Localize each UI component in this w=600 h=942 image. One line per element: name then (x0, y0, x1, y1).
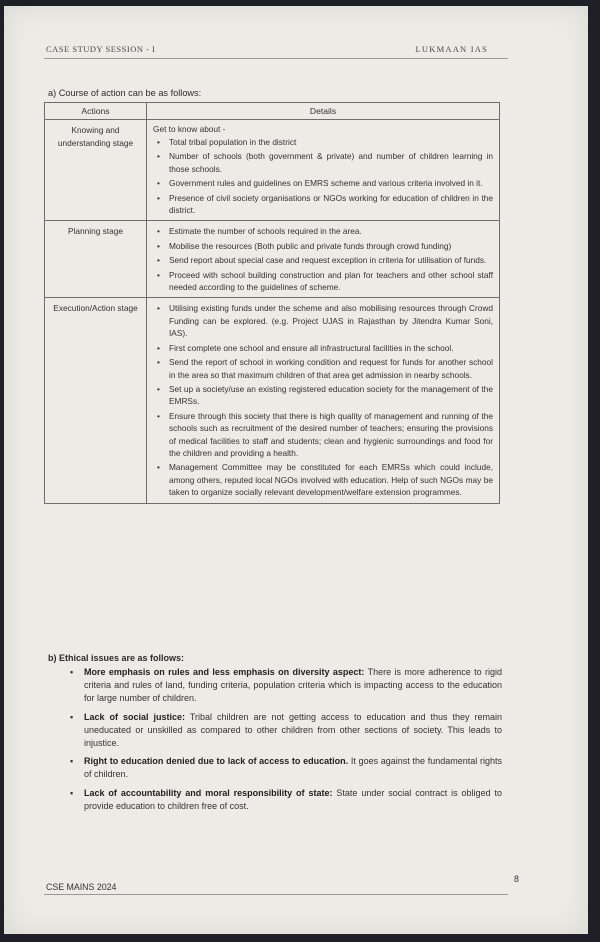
details-cell (147, 120, 500, 221)
page-number: 8 (514, 874, 519, 884)
action-cell: Planning stage (45, 221, 147, 298)
list-item: • Proceed with school building construction and plan for teachers and other school staff needed according to the guidelines of scheme. (169, 269, 493, 294)
list-item (84, 755, 502, 781)
list-item: • First complete one school and ensure all infrastructural facilities in the school. (169, 342, 493, 354)
list-item: • Estimate the number of schools required in the area. (169, 225, 493, 237)
list-item: • Ensure through this society that there is high quality of management and running of the schools such as recruitment of the desired number of teachers; ensuring the provisions of medical facilities to staff and students; clean and hygienic surroundings and food for the children and providing a health. (169, 410, 493, 460)
issue-text: There is more adherence to rigid criteria and rules of land, funding criteria, population criteria which is impacting access to the education for large number of children. (84, 667, 502, 704)
list-item: • Send report about special case and request exception in criteria for utilisation of funds. (169, 254, 493, 266)
table-row (45, 298, 500, 503)
issue-heading: Lack of social justice: (84, 711, 185, 722)
header-brand: LUKMAAN IAS (415, 44, 488, 54)
list-item: • Government rules and guidelines on EMRS scheme and various criteria involved in it. (169, 177, 493, 189)
details-intro: Get to know about - (153, 124, 226, 134)
details-list (153, 225, 493, 293)
list-item: • Total tribal population in the district (169, 136, 493, 148)
details-cell (147, 298, 500, 503)
table-header-row (45, 103, 500, 120)
header-divider (44, 58, 508, 59)
issue-text: State under social contract is obliged to provide education to children free of cost. (84, 787, 502, 811)
table-row (45, 221, 500, 298)
footer-divider (44, 894, 508, 895)
list-item: • Number of schools (both government & private) and number of children learning in those schools. (169, 150, 493, 175)
list-item: • Management Committee may be constituted for each EMRSs which could include, among others, reputed local NGOs involved with education. Help of such NGOs may be taken to organize socially relevant development/welfare extension programmes. (169, 461, 493, 498)
course-of-action-table (44, 102, 500, 504)
action-cell: Execution/Action stage (45, 298, 147, 503)
issue-text: Tribal children are not getting access to education and thus they remain uneducated or unskilled as compared to other children from other sections of society. This leads to injustice. (84, 711, 502, 749)
table-row (45, 120, 500, 221)
list-item: • Mobilise the resources (Both public and private funds through crowd funding) (169, 240, 493, 252)
details-list (153, 302, 493, 498)
header-session: CASE STUDY SESSION - I (46, 44, 156, 54)
list-item: • Send the report of school in working condition and request for funds for another school in the area so that maximum children of that area get admission in nearby schools. (169, 356, 493, 381)
list-item: • Utilising existing funds under the scheme and also mobilising resources through Crowd Funding can be explored. (e.g. Project UJAS in Rajasthan by Jitendra Kumar Soni, IAS). (169, 302, 493, 339)
issue-heading: Right to education denied due to lack of access to education. (84, 756, 349, 767)
col-header-details: Details (147, 103, 500, 120)
details-cell (147, 221, 500, 298)
list-item (84, 666, 502, 706)
section-b-title: b) Ethical issues are as follows: (48, 653, 185, 663)
list-item: • Set up a society/use an existing registered education society for the management of the EMRSs. (169, 383, 493, 408)
issue-text: It goes against the fundamental rights of children. (84, 756, 502, 780)
document-page (4, 6, 588, 934)
list-item (84, 711, 502, 751)
details-list (153, 136, 493, 216)
col-header-actions: Actions (45, 103, 147, 120)
section-a-title: a) Course of action can be as follows: (48, 88, 202, 98)
issue-heading: More emphasis on rules and less emphasis on diversity aspect: (84, 667, 365, 677)
footer-exam: CSE MAINS 2024 (46, 882, 117, 892)
ethical-issues-list (84, 666, 502, 818)
action-cell: Knowing and understanding stage (45, 120, 147, 221)
list-item (84, 787, 502, 813)
list-item: • Presence of civil society organisations or NGOs working for education of children in the district. (169, 192, 493, 217)
issue-heading: Lack of accountability and moral responsibility of state: (84, 787, 333, 798)
